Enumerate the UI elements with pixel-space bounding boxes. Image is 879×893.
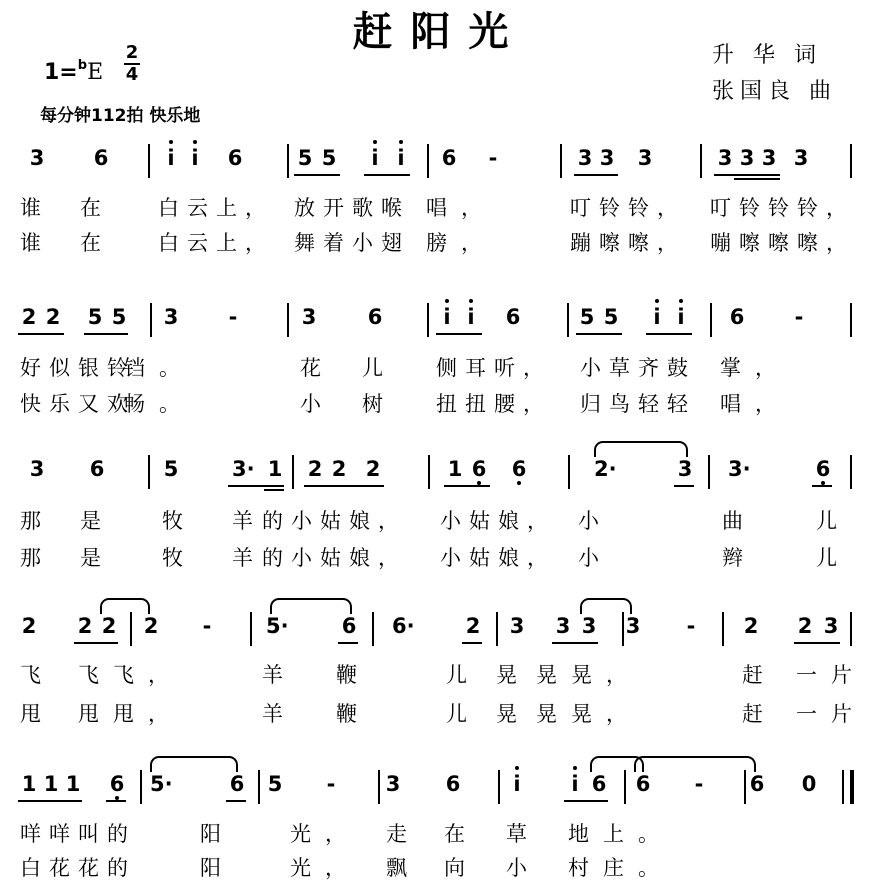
lyric-word: 在 xyxy=(80,196,101,220)
lyric-word: 赶 xyxy=(742,663,763,687)
bar-line xyxy=(427,303,429,337)
bar-line xyxy=(700,144,702,178)
lyric-word: 谁 xyxy=(20,196,41,220)
lyric-word: 树 xyxy=(362,392,383,416)
underline-beam xyxy=(264,489,284,491)
lyric-word: 鞭 xyxy=(336,663,357,687)
jianpu-note: 6 xyxy=(445,772,461,796)
tie-slur xyxy=(580,598,632,614)
jianpu-note: 2 xyxy=(77,614,93,638)
lyric-word: 快乐又欢 xyxy=(20,392,136,416)
lyric-word: 花 xyxy=(300,356,321,380)
meter-bottom: 4 xyxy=(125,64,139,85)
jianpu-note: - xyxy=(686,614,696,638)
lyric-word: 小 xyxy=(300,392,321,416)
tie-slur xyxy=(594,441,688,457)
underline-beam xyxy=(734,178,780,180)
time-signature xyxy=(124,43,140,85)
jianpu-note: 3 xyxy=(385,772,401,796)
lyric-word: 光， xyxy=(290,822,360,846)
jianpu-note: - xyxy=(202,614,212,638)
jianpu-note: 3 xyxy=(581,614,597,638)
song-title: 赶阳光 xyxy=(352,8,527,55)
jianpu-note: 6 xyxy=(729,305,745,329)
lyric-word: 儿 xyxy=(816,509,837,533)
bar-line xyxy=(722,612,724,646)
jianpu-note: i xyxy=(672,305,690,329)
lyric-word: 那 xyxy=(20,509,41,533)
lyric-word: 晃晃， xyxy=(536,702,641,726)
jianpu-note: 2 xyxy=(21,614,37,638)
underline-beam xyxy=(106,800,126,802)
jianpu-note: i xyxy=(438,305,456,329)
underline-beam xyxy=(294,174,340,176)
bar-line xyxy=(378,770,380,804)
jianpu-note: 3 xyxy=(637,146,653,170)
jianpu-note: 3 xyxy=(677,457,693,481)
lyric-word: 那 xyxy=(20,546,41,570)
underline-beam xyxy=(646,333,692,335)
lyric-word: 阳 xyxy=(200,856,221,880)
lyric-word: 飞飞， xyxy=(78,663,183,687)
lyric-word: 草 xyxy=(506,822,527,846)
bar-line xyxy=(287,144,289,178)
jianpu-note: i xyxy=(508,772,526,796)
lyric-word: 白云上， xyxy=(158,231,274,255)
bar-line xyxy=(372,612,374,646)
jianpu-note: 2 xyxy=(307,457,323,481)
lyric-word: 铛。 xyxy=(124,356,194,380)
lyric-word: 膀， xyxy=(426,231,496,255)
underline-beam xyxy=(74,642,118,644)
lyric-word: 地上。 xyxy=(568,822,673,846)
bar-line xyxy=(850,455,852,489)
tie-slur xyxy=(150,756,238,772)
jianpu-note: - xyxy=(488,146,498,170)
underline-beam xyxy=(674,485,694,487)
jianpu-note: 5 xyxy=(603,305,619,329)
jianpu-note: 5· xyxy=(266,614,289,638)
lyric-word: 的小姑娘， xyxy=(262,509,407,533)
jianpu-note: 5 xyxy=(267,772,283,796)
underline-beam xyxy=(84,333,128,335)
jianpu-note: i xyxy=(162,146,180,170)
underline-beam xyxy=(338,642,358,644)
tempo-marking: 每分钟112拍 快乐地 xyxy=(40,106,201,126)
lyric-word: 鞭 xyxy=(336,702,357,726)
bar-line xyxy=(140,770,142,804)
lyric-word: 儿 xyxy=(446,663,467,687)
jianpu-note: 6 xyxy=(591,772,607,796)
underline-beam xyxy=(812,485,832,487)
bar-line xyxy=(850,303,852,337)
lyric-word: 唱， xyxy=(426,196,496,220)
jianpu-note: - xyxy=(694,772,704,796)
lyric-word: 小 xyxy=(578,509,599,533)
jianpu-note: 6 xyxy=(511,457,527,481)
jianpu-note: 1 xyxy=(65,772,81,796)
bar-line xyxy=(496,612,498,646)
jianpu-note: 6 xyxy=(635,772,651,796)
lyric-word: 晃 xyxy=(496,663,517,687)
bar-line xyxy=(130,612,132,646)
jianpu-note: 6 xyxy=(749,772,765,796)
bar-line xyxy=(567,303,569,337)
jianpu-note: 3 xyxy=(739,146,755,170)
flat-sign: b xyxy=(77,58,88,73)
lyric-word: 小姑娘， xyxy=(440,509,556,533)
jianpu-note: 6 xyxy=(505,305,521,329)
lyric-word: 光， xyxy=(290,856,360,880)
jianpu-note: - xyxy=(228,305,238,329)
jianpu-note: 5· xyxy=(150,772,173,796)
jianpu-note: 5 xyxy=(579,305,595,329)
lyric-word: 畅。 xyxy=(124,392,194,416)
lyric-word: 小 xyxy=(506,856,527,880)
lyric-word: 白花花的 xyxy=(20,856,136,880)
lyric-word: 白云上， xyxy=(158,196,274,220)
underline-beam xyxy=(364,174,410,176)
lyric-word: 甩甩， xyxy=(78,702,183,726)
bar-line xyxy=(148,455,150,489)
jianpu-note: 6 xyxy=(367,305,383,329)
jianpu-note: 6 xyxy=(93,146,109,170)
jianpu-note: 6 xyxy=(227,146,243,170)
lyric-word: 唱， xyxy=(720,392,790,416)
jianpu-note: 3 xyxy=(29,457,45,481)
lyric-word: 小草齐鼓 xyxy=(580,356,696,380)
jianpu-note: 3 xyxy=(509,614,525,638)
key-signature: 1=$^b$E xyxy=(44,58,104,85)
underline-beam xyxy=(444,485,490,487)
underline-beam xyxy=(462,642,482,644)
final-bar-line xyxy=(850,770,854,804)
lyric-word: 嘣嚓嚓嚓， xyxy=(710,231,855,255)
jianpu-note: 1 xyxy=(447,457,463,481)
bar-line xyxy=(250,612,252,646)
lyric-word: 叮铃铃， xyxy=(570,196,686,220)
jianpu-note: 6 xyxy=(229,772,245,796)
underline-beam xyxy=(304,485,384,487)
jianpu-note: 2 xyxy=(465,614,481,638)
lyric-word: 在 xyxy=(444,822,465,846)
jianpu-note: 5 xyxy=(111,305,127,329)
jianpu-note: i xyxy=(392,146,410,170)
underline-beam xyxy=(574,174,618,176)
jianpu-note: 5 xyxy=(297,146,313,170)
lyric-word: 晃 xyxy=(496,702,517,726)
jianpu-note: 5 xyxy=(87,305,103,329)
lyric-word: 羊 xyxy=(232,546,253,570)
tie-slur xyxy=(100,598,150,614)
jianpu-note: 2 xyxy=(331,457,347,481)
jianpu-note: 6· xyxy=(392,614,415,638)
jianpu-note: 2 xyxy=(143,614,159,638)
jianpu-note: 2 xyxy=(101,614,117,638)
lyric-word: 的小姑娘， xyxy=(262,546,407,570)
lyricist: 升 华 词 xyxy=(712,43,822,68)
jianpu-note: 3 xyxy=(163,305,179,329)
bar-line xyxy=(568,455,570,489)
underline-beam xyxy=(18,333,64,335)
jianpu-note: i xyxy=(366,146,384,170)
lyric-word: 是 xyxy=(80,509,101,533)
bar-line xyxy=(428,455,430,489)
jianpu-note: 3 xyxy=(793,146,809,170)
jianpu-note: i xyxy=(566,772,584,796)
lyric-word: 归鸟轻轻 xyxy=(580,392,696,416)
lyric-word: 在 xyxy=(80,231,101,255)
lyric-word: 是 xyxy=(80,546,101,570)
jianpu-note: 3 xyxy=(599,146,615,170)
jianpu-note: 6 xyxy=(89,457,105,481)
meter-top: 2 xyxy=(125,42,139,63)
jianpu-note: 0 xyxy=(801,772,817,796)
bar-line xyxy=(708,455,710,489)
lyric-word: 舞着小翅 xyxy=(294,231,410,255)
underline-beam xyxy=(226,800,246,802)
jianpu-note: 2 xyxy=(365,457,381,481)
lyric-word: 晃晃， xyxy=(536,663,641,687)
tie-slur xyxy=(270,598,352,614)
underline-beam xyxy=(576,333,622,335)
bar-line xyxy=(258,770,260,804)
bar-line xyxy=(498,770,500,804)
lyric-word: 羊 xyxy=(262,663,283,687)
bar-line xyxy=(744,770,746,804)
jianpu-note: 1 xyxy=(43,772,59,796)
jianpu-note: 3· xyxy=(728,457,751,481)
jianpu-note: 2· xyxy=(594,457,617,481)
jianpu-note: 5 xyxy=(163,457,179,481)
lyric-word: 牧 xyxy=(162,509,183,533)
jianpu-note: 2 xyxy=(797,614,813,638)
underline-beam xyxy=(436,333,482,335)
bar-line xyxy=(287,303,289,337)
lyric-word: 小 xyxy=(578,546,599,570)
jianpu-note: 3 xyxy=(555,614,571,638)
jianpu-note: 6 xyxy=(441,146,457,170)
underline-beam xyxy=(552,642,598,644)
lyric-word: 儿 xyxy=(446,702,467,726)
bar-line xyxy=(842,770,844,804)
lyric-word: 羊 xyxy=(232,509,253,533)
lyric-word: 牧 xyxy=(162,546,183,570)
jianpu-note: 1 xyxy=(267,457,283,481)
tie-slur xyxy=(634,756,756,772)
jianpu-note: 6 xyxy=(341,614,357,638)
lyric-word: 扭扭腰， xyxy=(436,392,552,416)
bar-line xyxy=(150,303,152,337)
underline-beam xyxy=(564,800,608,802)
jianpu-note: 6 xyxy=(471,457,487,481)
lyric-word: 走 xyxy=(386,822,407,846)
jianpu-note: 3 xyxy=(717,146,733,170)
jianpu-note: 3 xyxy=(29,146,45,170)
bar-line xyxy=(292,455,294,489)
underline-beam xyxy=(18,800,82,802)
jianpu-note: 5 xyxy=(321,146,337,170)
bar-line xyxy=(560,144,562,178)
lyric-word: 赶 xyxy=(742,702,763,726)
jianpu-note: 3 xyxy=(823,614,839,638)
jianpu-note: 2 xyxy=(743,614,759,638)
lyric-word: 掌， xyxy=(720,356,790,380)
lyric-word: 谁 xyxy=(20,231,41,255)
lyric-word: 阳 xyxy=(200,822,221,846)
lyric-word: 放开歌喉 xyxy=(294,196,410,220)
lyric-word: 向 xyxy=(444,856,465,880)
jianpu-note: 2 xyxy=(45,305,61,329)
jianpu-note: 3· xyxy=(232,457,255,481)
lyric-word: 羊 xyxy=(262,702,283,726)
lyric-word: 一片 xyxy=(796,702,866,726)
jianpu-note: 6 xyxy=(109,772,125,796)
lyric-word: 蹦嚓嚓， xyxy=(570,231,686,255)
jianpu-note: i xyxy=(462,305,480,329)
lyric-word: 小姑娘， xyxy=(440,546,556,570)
lyric-word: 甩 xyxy=(20,702,41,726)
bar-line xyxy=(850,612,852,646)
jianpu-note: 3 xyxy=(301,305,317,329)
bar-line xyxy=(622,612,624,646)
lyric-word: 咩咩叫的 xyxy=(20,822,136,846)
jianpu-note: 3 xyxy=(577,146,593,170)
lyric-word: 侧耳听， xyxy=(436,356,552,380)
bar-line xyxy=(427,144,429,178)
lyric-word: 村庄。 xyxy=(568,856,673,880)
jianpu-note: 3 xyxy=(761,146,777,170)
composer: 张国良 曲 xyxy=(712,79,837,104)
jianpu-note: i xyxy=(186,146,204,170)
underline-beam xyxy=(794,642,840,644)
lyric-word: 好似银铃 xyxy=(20,356,136,380)
lyric-word: 飘 xyxy=(386,856,407,880)
lyric-word: 儿 xyxy=(816,546,837,570)
jianpu-note: i xyxy=(648,305,666,329)
lyric-word: 一片 xyxy=(796,663,866,687)
credits xyxy=(712,38,837,110)
underline-beam xyxy=(714,174,780,176)
lyric-word: 飞 xyxy=(20,663,41,687)
lyric-word: 曲 xyxy=(722,509,743,533)
jianpu-note: 6 xyxy=(815,457,831,481)
jianpu-note: 3 xyxy=(625,614,641,638)
bar-line xyxy=(850,144,852,178)
lyric-word: 辫 xyxy=(722,546,743,570)
bar-line xyxy=(148,144,150,178)
jianpu-note: - xyxy=(794,305,804,329)
underline-beam xyxy=(228,485,284,487)
bar-line xyxy=(624,770,626,804)
bar-line xyxy=(710,303,712,337)
jianpu-note: 2 xyxy=(21,305,37,329)
lyric-word: 叮铃铃铃， xyxy=(710,196,855,220)
jianpu-note: - xyxy=(326,772,336,796)
lyric-word: 儿 xyxy=(362,356,383,380)
jianpu-note: 1 xyxy=(21,772,37,796)
